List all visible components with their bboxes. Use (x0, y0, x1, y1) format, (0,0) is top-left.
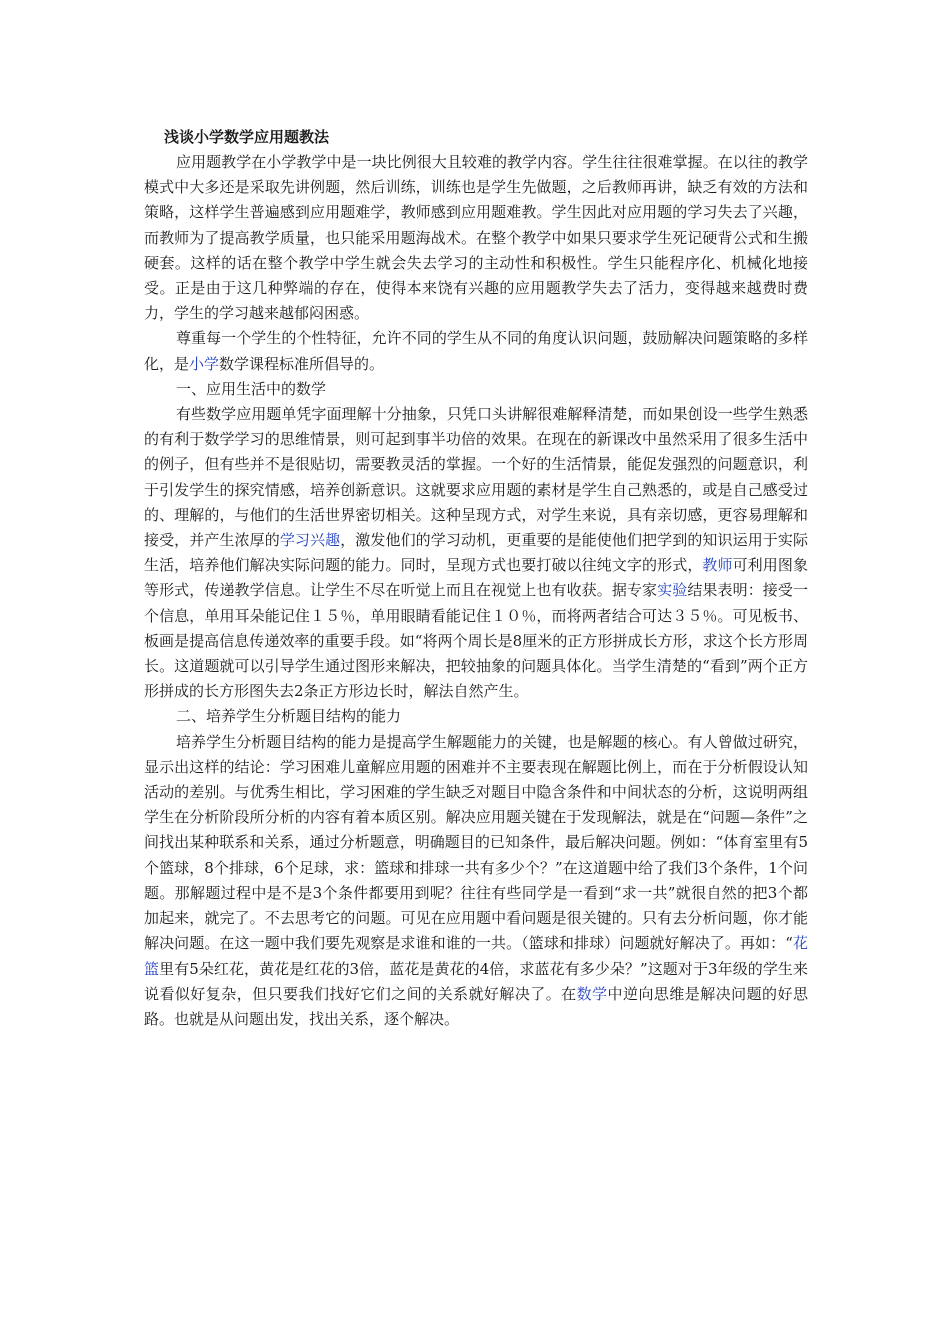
text-run: 里有5朵红花，黄花是红花的3倍，蓝花是黄花的4倍，求蓝花有多少朵？”这题对于3年级的学生来说看似好复杂，但只要我们找好它们之间的关系就好解决了。在 (144, 959, 808, 1003)
link-xiaoxue[interactable]: 小学 (189, 354, 220, 373)
text-run: 可利用图象等形式，传递教学信息。让学生不尽在听觉上而且在视觉上也有收获。据专家 (144, 556, 808, 600)
paragraph-respect (144, 326, 808, 376)
link-xuexi-xingqu[interactable]: 学习兴趣 (279, 531, 341, 550)
text-run: 尊重每一个学生的个性特征，允许不同的学生从不同的角度认识问题，鼓励解决问题策略的多样化，是 (144, 329, 808, 373)
text-run: 有些数学应用题单凭字面理解十分抽象，只凭口头讲解很难解释清楚，而如果创设一些学生熟悉的有利于数学学习的思维情景，则可起到事半功倍的效果。在现在的新课改中虽然采用了很多生活中的例子，但有些并不是很贴切，需要教灵活的掌握。一个好的生活情景，能促发强烈的问题意识，利于引发学生的探究情感，培养创新意识。这就要求应用题的素材是学生自己熟悉的，或是自己感受过的、理解的，与他们的生活世界密切相关。这种呈现方式，对学生来说，具有亲切感，更容易理解和接受，并产生浓厚的 (144, 405, 808, 550)
text-run: 数学课程标准所倡导的。 (219, 354, 385, 373)
link-hualan[interactable]: 花篮 (144, 934, 808, 978)
text-run: 中逆向思维是解决问题的好思路。也就是从问题出发，找出关系，逐个解决。 (144, 984, 808, 1028)
section-heading-2: 二、培养学生分析题目结构的能力 (176, 707, 402, 726)
section-heading-1: 一、应用生活中的数学 (176, 379, 327, 398)
link-shiyan[interactable]: 实验 (657, 581, 688, 600)
paragraph-life-math (144, 402, 808, 704)
text-run: ，激发他们的学习动机，更重要的是能使他们把学到的知识运用于实际生活，培养他们解决实际问题的能力。同时，呈现方式也要打破以往纯文字的形式， (144, 531, 808, 575)
text-run: 结果表明：接受一个信息，单用耳朵能记住１５％，单用眼睛看能记住１０％，而将两者结合可达３５％。可见板书、板画是提高信息传递效率的重要手段。如“将两个周长是8厘米的正方形拼成长方形，求这个长方形周长。这道题就可以引导学生通过图形来解决，把较抽象的问题具体化。当学生清楚的“看到”两个正方形拼成的长方形图失去2条正方形边长时，解法自然产生。 (144, 581, 808, 701)
paragraph-intro: 应用题教学在小学教学中是一块比例很大且较难的教学内容。学生往往很难掌握。在以往的教学模式中大多还是采取先讲例题，然后训练，训练也是学生先做题，之后教师再讲，缺乏有效的方法和策略，这样学生普遍感到应用题难学，教师感到应用题难教。学生因此对应用题的学习失去了兴趣，而教师为了提高教学质量，也只能采用题海战术。在整个教学中如果只要求学生死记硬背公式和生搬硬套。这样的话在整个教学中学生就会失去学习的主动性和积极性。学生只能程序化、机械化地接受。正是由于这几种弊端的存在，使得本来饶有兴趣的应用题教学失去了活力，变得越来越费时费力，学生的学习越来越郁闷困惑。 (144, 153, 808, 323)
link-shuxue[interactable]: 数学 (576, 984, 608, 1003)
paragraph-structure (144, 730, 808, 1032)
text-run: 培养学生分析题目结构的能力是提高学生解题能力的关键，也是解题的核心。有人曾做过研究，显示出这样的结论：学习困难儿童解应用题的困难并不主要表现在解题比例上，而在于分析假设认知活动的差别。与优秀生相比，学习困难的学生缺乏对题目中隐含条件和中间状态的分析，这说明两组学生在分析阶段所分析的内容有着本质区别。解决应用题关键在于发现解法，就是在“问题—条件”之间找出某种联系和关系，通过分析题意，明确题目的已知条件，最后解决问题。例如：“体育室里有5个篮球，8个排球，6个足球，求：篮球和排球一共有多少个？”在这道题中给了我们3个条件，1个问题。那解题过程中是不是3个条件都要用到呢？往往有些同学是一看到“求一共”就很自然的把3个都加起来，就完了。不去思考它的问题。可见在应用题中看问题是很关键的。只有去分析问题，你才能解决问题。在这一题中我们要先观察是求谁和谁的一共。（篮球和排球）问题就好解决了。再如：“ (144, 732, 808, 953)
document-title: 浅谈小学数学应用题教法 (164, 128, 330, 146)
document-body (144, 124, 808, 1032)
link-jiaoshi[interactable]: 教师 (702, 556, 733, 575)
